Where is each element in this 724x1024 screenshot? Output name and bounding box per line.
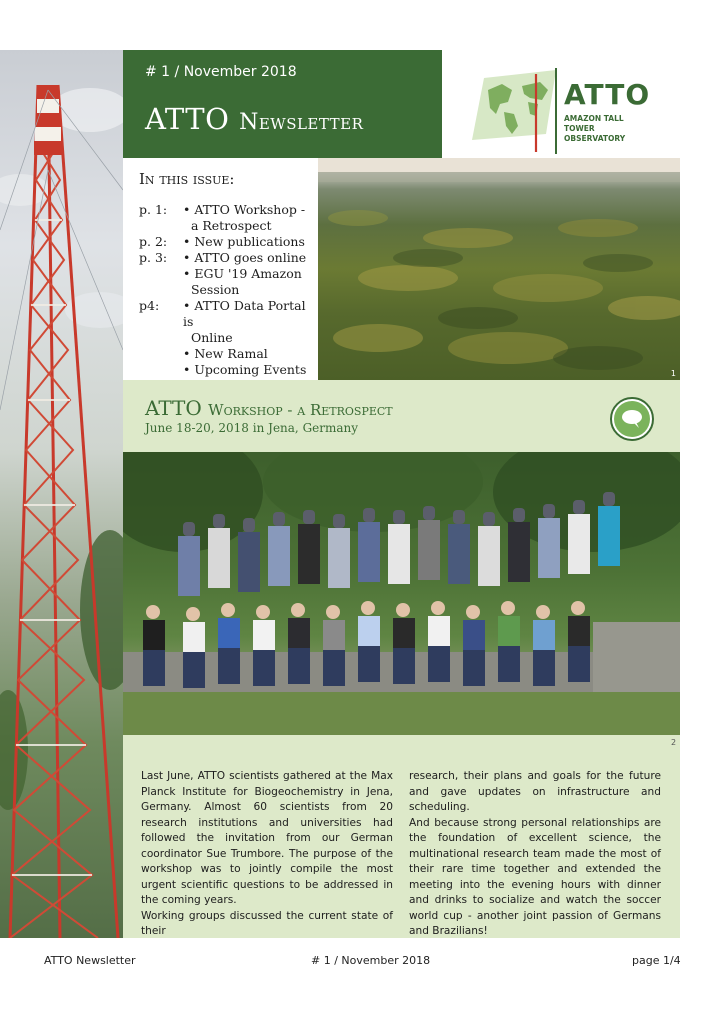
newsletter-title-main: ATTO — [145, 102, 230, 136]
issue-item-line: • New publications — [183, 234, 305, 249]
footer-issue: # 1 / November 2018 — [311, 954, 431, 967]
issue-row — [139, 298, 313, 346]
speech-bubble-icon — [610, 397, 654, 441]
article-column-right — [409, 769, 661, 940]
issue-row — [139, 234, 313, 250]
logo-name: ATTO — [564, 78, 651, 111]
group-photo-illustration — [123, 452, 680, 750]
article-paragraph: Working groups discussed the current state of their — [141, 909, 393, 937]
rainforest-aerial-photo — [318, 158, 680, 380]
issue-page — [139, 346, 183, 362]
issue-page: p. 3: — [139, 250, 168, 265]
issue-number: # 1 / November 2018 — [145, 64, 297, 80]
tower-photo — [0, 50, 123, 938]
photo-number: 2 — [671, 738, 677, 747]
photo-number: 1 — [670, 369, 676, 378]
issue-page — [139, 362, 183, 378]
issue-item-line: • EGU '19 Amazon — [183, 266, 302, 281]
issue-row — [139, 250, 313, 266]
world-map-icon — [468, 68, 560, 154]
issue-list — [139, 202, 313, 378]
issue-item-line: • ATTO Workshop - — [183, 202, 306, 217]
issue-item[interactable] — [183, 266, 313, 298]
article-paragraph: research, their plans and goals for the future and gave updates on infrastructure and scheduling. — [409, 770, 661, 813]
issue-item-line: Online — [183, 330, 233, 345]
issue-item-line: a Retrospect — [183, 218, 272, 233]
issue-item[interactable] — [183, 298, 313, 346]
newsletter-title — [145, 102, 363, 136]
article-column-left — [141, 769, 393, 940]
issue-item[interactable] — [183, 362, 313, 378]
logo-subtitle-line1: AMAZON TALL — [564, 114, 624, 123]
issue-page: p. 1: — [139, 202, 168, 217]
article-body — [123, 735, 680, 938]
workshop-subtitle: June 18-20, 2018 in Jena, Germany — [145, 421, 359, 435]
tower-illustration — [0, 50, 123, 938]
header-banner — [123, 50, 442, 158]
in-this-issue-heading: In this issue: — [139, 170, 235, 188]
issue-item-line: • ATTO Data Portal is — [183, 298, 306, 329]
issue-row — [139, 346, 313, 362]
footer-page-number: page 1/4 — [632, 954, 681, 967]
footer-publication: ATTO Newsletter — [44, 954, 136, 967]
issue-item[interactable] — [183, 202, 313, 234]
workshop-title-main: ATTO — [145, 396, 202, 420]
issue-page — [139, 266, 183, 298]
issue-item-line: • New Ramal — [183, 346, 268, 361]
logo-subtitle — [564, 114, 658, 144]
issue-page: p4: — [139, 298, 160, 313]
workshop-title-rest: Workshop - a Retrospect — [208, 401, 393, 419]
article-paragraph: And because strong personal relationships are the foundation of excellent science, the multinational research team made the most of their rare time together and extended the meeting into the evening hours with dinner and drinks to socialize and watch the soccer world cup - another joint passion of Germans and Brazilians! — [409, 816, 661, 937]
article-paragraph: Last June, ATTO scientists gathered at the Max Planck Institute for Biogeochemistry in Jena, Germany. Almost 60 scientists from 20 research institutions and universities had followed the invitation from our German coordinator Sue Trumbore. The purpose of the workshop was to jointly compile the most urgent scientific questions to be addressed in the coming years. — [141, 770, 393, 906]
atto-logo — [468, 66, 658, 156]
issue-item[interactable] — [183, 250, 313, 266]
issue-row — [139, 362, 313, 378]
issue-page: p. 2: — [139, 234, 168, 249]
newsletter-title-sub: Newsletter — [239, 110, 364, 135]
issue-item-line: • ATTO goes online — [183, 250, 307, 265]
in-this-issue — [123, 158, 318, 380]
workshop-group-photo — [123, 452, 680, 750]
issue-row — [139, 202, 313, 234]
logo-subtitle-line2: TOWER OBSERVATORY — [564, 124, 626, 143]
issue-item-line: Session — [183, 282, 240, 297]
issue-item-line: • Upcoming Events — [183, 362, 307, 377]
issue-item[interactable] — [183, 234, 313, 250]
workshop-title — [145, 396, 393, 420]
issue-item[interactable] — [183, 346, 313, 362]
forest-canopy-illustration — [318, 158, 680, 380]
issue-row — [139, 266, 313, 298]
